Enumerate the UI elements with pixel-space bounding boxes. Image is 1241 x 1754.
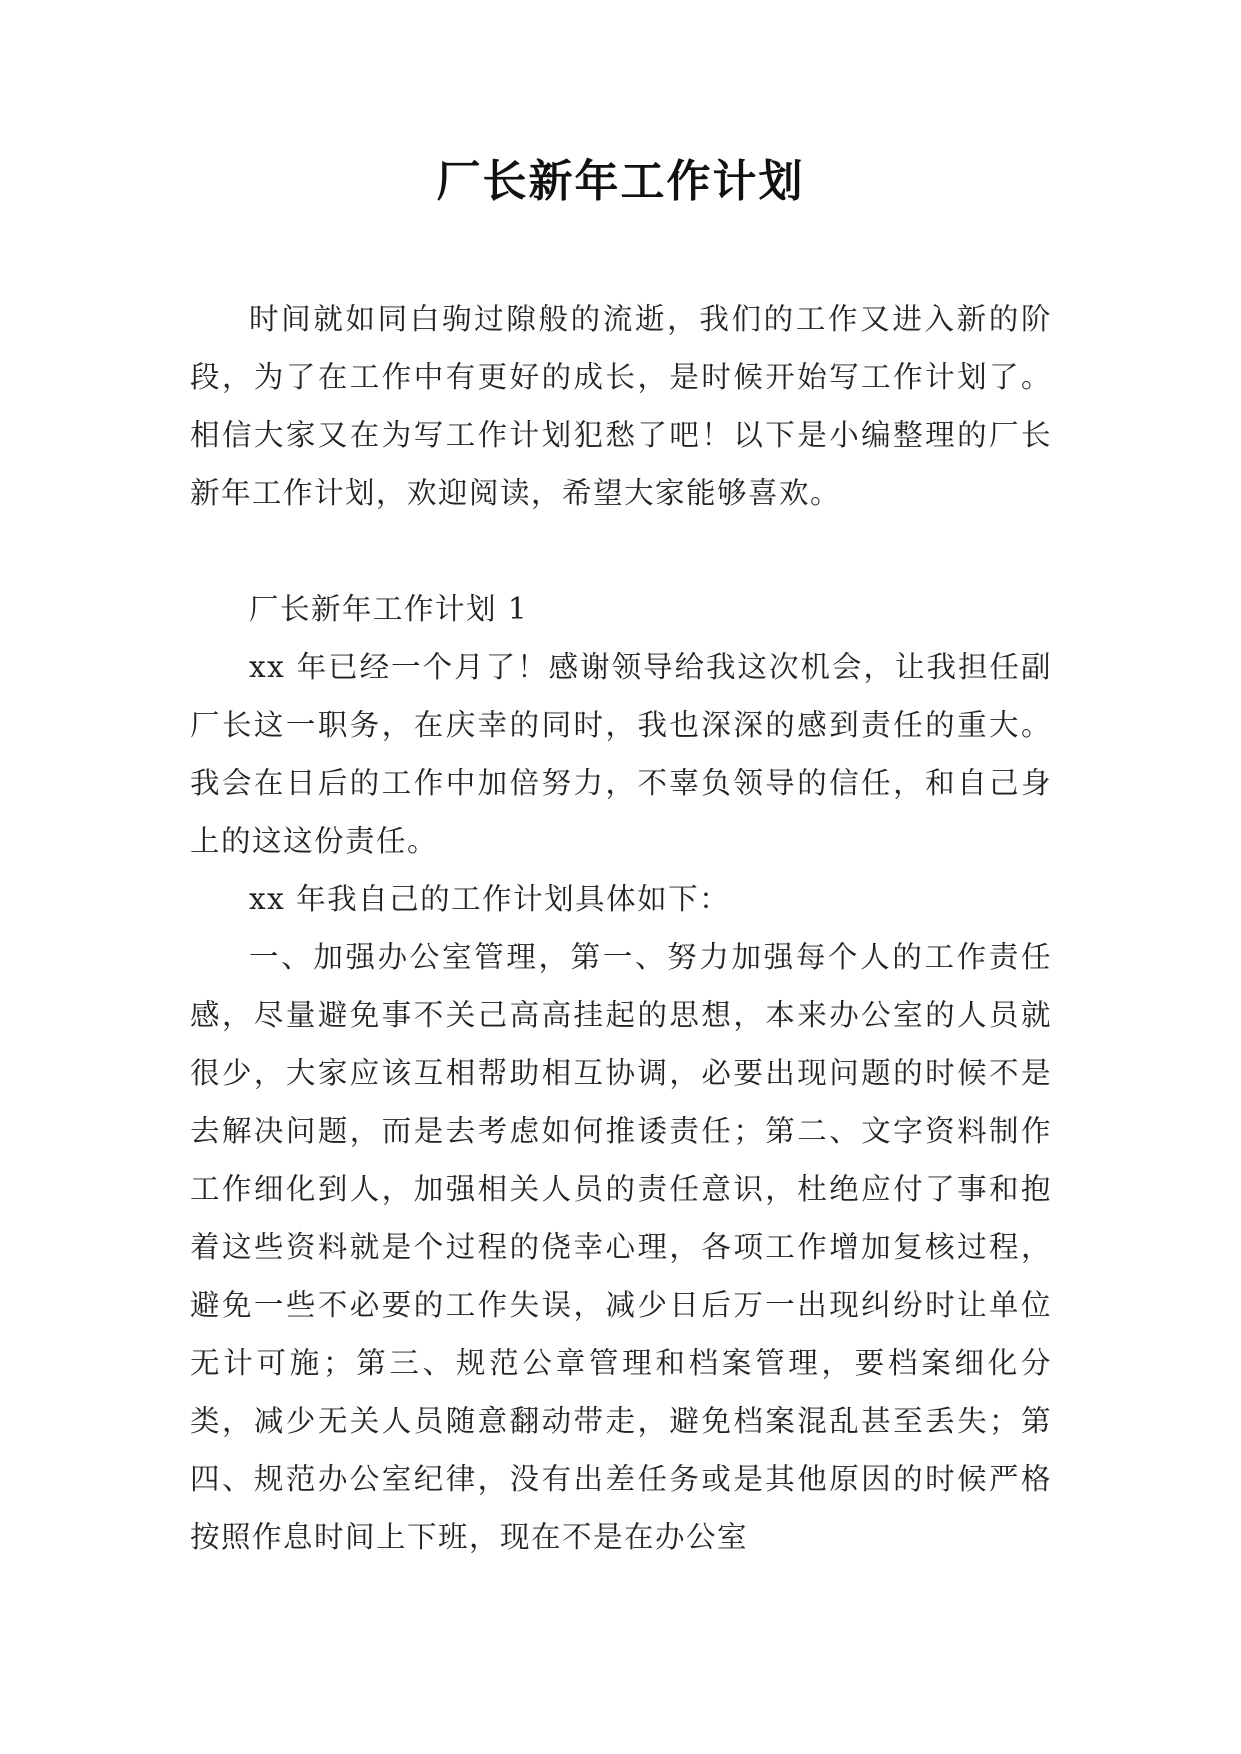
- document-body: [190, 290, 1052, 1566]
- body-paragraph: 一、加强办公室管理，第一、努力加强每个人的工作责任感，尽量避免事不关己高高挂起的思想，本来办公室的人员就很少，大家应该互相帮助相互协调，必要出现问题的时候不是去解决问题，而是去考虑如何推诿责任；第二、文字资料制作工作细化到人，加强相关人员的责任意识，杜绝应付了事和抱着这些资料就是个过程的侥幸心理，各项工作增加复核过程，避免一些不必要的工作失误，减少日后万一出现纠纷时让单位无计可施；第三、规范公章管理和档案管理，要档案细化分类，减少无关人员随意翻动带走，避免档案混乱甚至丢失；第四、规范办公室纪律，没有出差任务或是其他原因的时候严格按照作息时间上下班，现在不是在办公室: [190, 940, 1052, 1554]
- body-paragraph: xx 年已经一个月了！感谢领导给我这次机会，让我担任副厂长这一职务，在庆幸的同时，我也深深的感到责任的重大。我会在日后的工作中加倍努力，不辜负领导的信任，和自己身上的这这份责任。: [190, 650, 1052, 858]
- document-title: 厂长新年工作计划: [436, 156, 805, 207]
- section-heading: 厂长新年工作计划 1: [249, 592, 529, 626]
- body-paragraph: xx 年我自己的工作计划具体如下：: [249, 882, 731, 916]
- intro-paragraph: 时间就如同白驹过隙般的流逝，我们的工作又进入新的阶段，为了在工作中有更好的成长，是时候开始写工作计划了。相信大家又在为写工作计划犯愁了吧！以下是小编整理的厂长新年工作计划，欢迎阅读，希望大家能够喜欢。: [190, 302, 1052, 510]
